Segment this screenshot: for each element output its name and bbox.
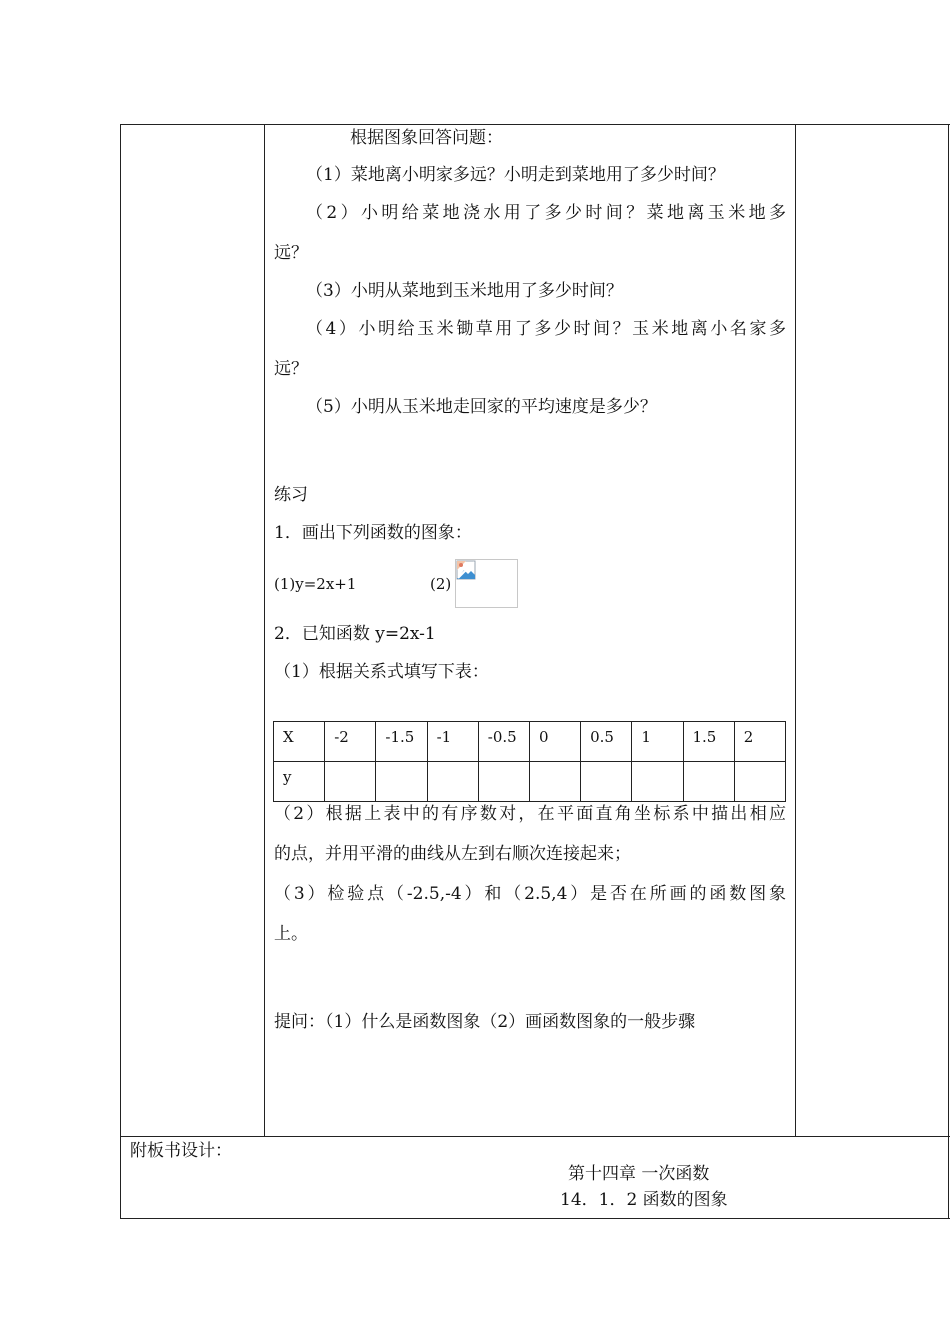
table-row <box>274 762 786 802</box>
board-label: 附板书设计： <box>130 1141 232 1161</box>
table-cell: 2 <box>743 728 754 746</box>
table-cell <box>488 762 529 768</box>
table-cell <box>641 762 682 768</box>
board-chapter-title: 第十四章 一次函数 <box>568 1164 710 1184</box>
questions-intro: 根据图象回答问题： <box>350 128 503 148</box>
practice-item-1-a: (1)y=2x+1 <box>274 575 357 593</box>
frame-left <box>120 124 121 1219</box>
question-4-line-2: 远？ <box>274 359 308 379</box>
question-3: （3）小明从菜地到玉米地用了多少时间？ <box>306 281 623 301</box>
table-cell <box>437 762 478 768</box>
table-cell: 0.5 <box>590 728 614 746</box>
practice-item-1-b: (2) <box>430 575 452 593</box>
frame-row-divider <box>120 1136 950 1137</box>
table-cell <box>539 762 580 768</box>
formula-image-placeholder <box>455 559 518 608</box>
table-cell: -1 <box>436 728 452 746</box>
table-cell: 1.5 <box>692 728 717 746</box>
table-cell <box>590 762 631 768</box>
frame-col-1 <box>264 124 265 1137</box>
table-cell: y <box>283 768 292 786</box>
table-cell: -0.5 <box>487 728 517 746</box>
practice-item-2-sub-2-line-1: （2）根据上表中的有序数对，在平面直角坐标系中描出相应 <box>274 804 786 824</box>
question-1: （1）菜地离小明家多远？小明走到菜地用了多少时间？ <box>306 165 725 185</box>
table-cell <box>334 762 375 768</box>
practice-item-2-sub-3-line-1: （3）检验点（-2.5,-4）和（2.5,4）是否在所画的函数图象 <box>274 884 786 904</box>
table-cell: -1.5 <box>385 728 415 746</box>
frame-right <box>948 124 949 1219</box>
practice-item-2-sub-1: （1）根据关系式填写下表： <box>274 662 489 682</box>
table-cell <box>693 762 734 768</box>
table-cell: 0 <box>538 728 549 746</box>
table-cell: X <box>283 728 294 746</box>
table-cell: -2 <box>334 728 349 746</box>
practice-item-2-sub-3-line-2: 上。 <box>274 924 308 944</box>
frame-col-2 <box>795 124 796 1137</box>
frame-bottom <box>120 1218 950 1219</box>
question-5: （5）小明从玉米地走回家的平均速度是多少？ <box>306 397 657 417</box>
question-2-line-2: 远？ <box>274 243 308 263</box>
question-4-line-1: （4）小明给玉米锄草用了多少时间？玉米地离小名家多 <box>306 319 786 339</box>
discussion-prompt: 提问：（1）什么是函数图象（2）画函数图象的一般步骤 <box>274 1012 696 1032</box>
table-cell <box>744 762 785 768</box>
practice-item-1: 1．画出下列函数的图象： <box>274 523 472 543</box>
practice-item-2: 2．已知函数 y=2x-1 <box>274 624 436 644</box>
table-cell: 1 <box>641 728 651 746</box>
table-cell <box>385 762 426 768</box>
table-row <box>274 722 786 762</box>
frame-top <box>120 124 950 125</box>
broken-image-icon <box>456 560 476 580</box>
question-2-line-1: （2）小明给菜地浇水用了多少时间？菜地离玉米地多 <box>306 203 786 223</box>
practice-item-2-sub-2-line-2: 的点，并用平滑的曲线从左到右顺次连接起来； <box>274 844 631 864</box>
board-section-title: 14．1．2 函数的图象 <box>560 1190 728 1210</box>
practice-heading: 练习 <box>274 485 308 505</box>
values-table <box>273 721 786 802</box>
